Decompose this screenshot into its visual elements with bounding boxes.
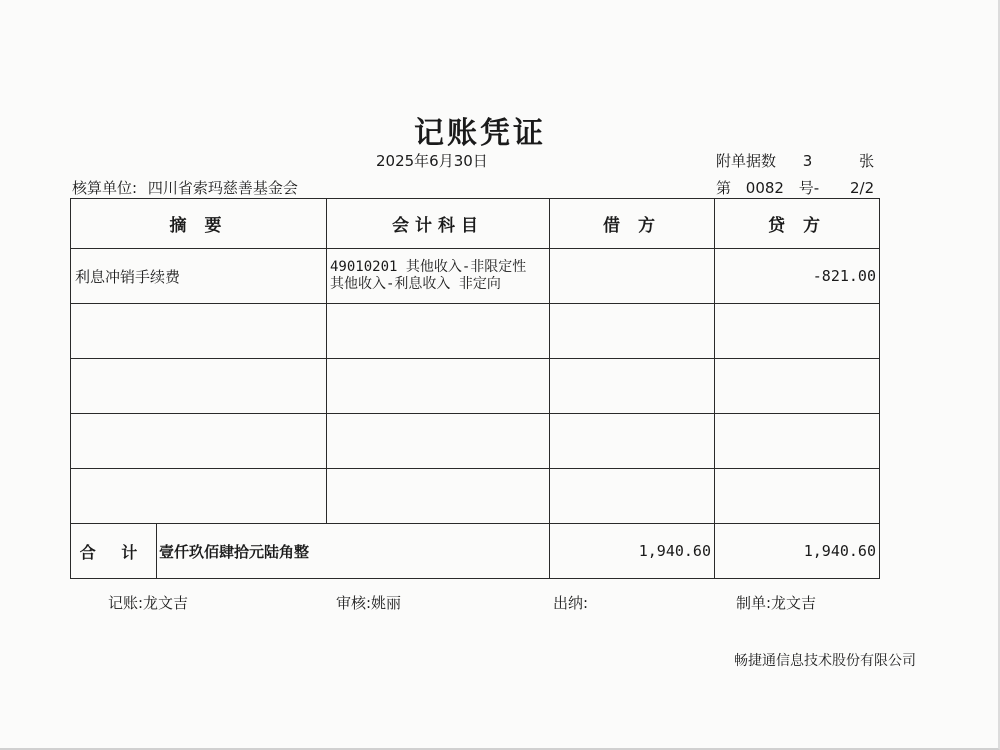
- row-summary: [71, 414, 327, 469]
- row-account: [327, 414, 550, 469]
- total-label: 合 计: [71, 524, 157, 579]
- row-credit: [715, 304, 880, 359]
- table-row: [71, 304, 880, 359]
- account-line: 其他收入-利息收入 非定向: [330, 276, 501, 292]
- header-account: 会计科目: [327, 199, 550, 249]
- number-suffix: 号-: [798, 179, 820, 197]
- row-credit: [715, 359, 880, 414]
- total-row: [71, 524, 880, 579]
- row-summary: [71, 469, 327, 524]
- reviewer-signature: 审核:姚丽: [336, 594, 402, 612]
- table-row: [71, 359, 880, 414]
- row-summary: [71, 304, 327, 359]
- row-account: [327, 359, 550, 414]
- header-debit: 借 方: [550, 199, 715, 249]
- attachments-count: 3: [802, 152, 813, 170]
- number-prefix: 第: [716, 179, 732, 197]
- voucher-table: [70, 198, 880, 579]
- unit-label: 核算单位:: [72, 179, 138, 197]
- account-line: 49010201 其他收入-非限定性: [330, 259, 527, 275]
- row-summary: 利息冲销手续费: [71, 249, 327, 304]
- total-credit: 1,940.60: [715, 524, 880, 579]
- row-debit: [550, 304, 715, 359]
- row-account: [327, 304, 550, 359]
- table-header-row: [71, 199, 880, 249]
- software-company: 畅捷通信息技术股份有限公司: [734, 653, 916, 669]
- table-row: [71, 249, 880, 304]
- row-account: [327, 249, 550, 304]
- voucher-date: 2025年6月30日: [376, 152, 488, 170]
- table-row: [71, 469, 880, 524]
- row-credit: [715, 414, 880, 469]
- preparer-signature: 制单:龙文吉: [736, 594, 817, 612]
- bookkeeper-signature: 记账:龙文吉: [108, 594, 189, 612]
- attachments-unit: 张: [859, 152, 875, 170]
- voucher-title: 记账凭证: [414, 116, 546, 151]
- header-summary: 摘 要: [71, 199, 327, 249]
- voucher-number: [716, 177, 874, 198]
- unit-name: 四川省索玛慈善基金会: [147, 179, 298, 197]
- row-debit: [550, 249, 715, 304]
- row-credit: [715, 469, 880, 524]
- attachment-count: [716, 150, 874, 171]
- total-amount-words: 壹仟玖佰肆拾元陆角整: [157, 524, 550, 579]
- total-debit: 1,940.60: [550, 524, 715, 579]
- header-credit: 贷 方: [715, 199, 880, 249]
- number-value: 0082: [745, 179, 784, 197]
- row-credit: -821.00: [715, 249, 880, 304]
- table-row: [71, 414, 880, 469]
- page-indicator: 2/2: [849, 179, 875, 197]
- accounting-unit: [72, 177, 298, 198]
- row-debit: [550, 359, 715, 414]
- row-account: [327, 469, 550, 524]
- row-debit: [550, 469, 715, 524]
- cashier-signature: 出纳:: [553, 594, 589, 612]
- row-summary: [71, 359, 327, 414]
- row-debit: [550, 414, 715, 469]
- attachments-label: 附单据数: [716, 152, 777, 170]
